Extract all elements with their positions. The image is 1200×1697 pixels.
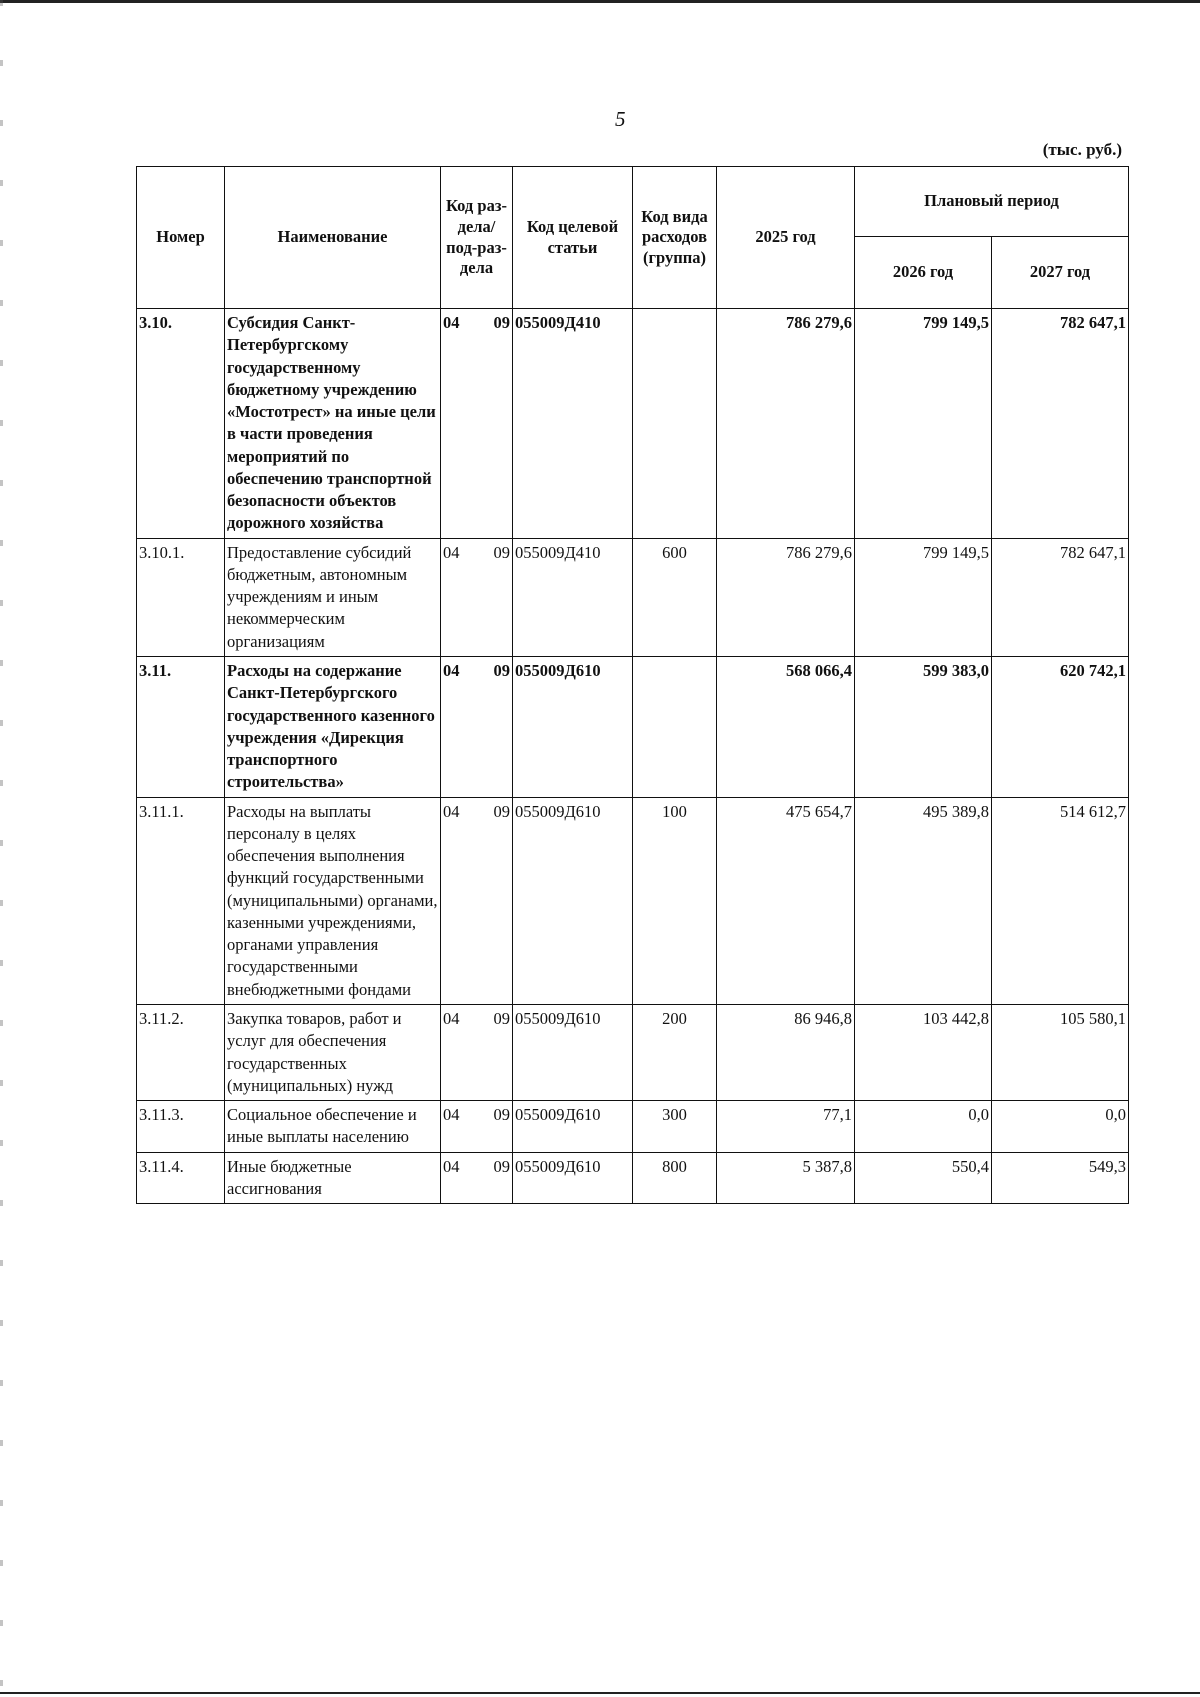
podrazdel-code: 09 <box>493 1105 510 1125</box>
row-target-code: 055009Д610 <box>513 1004 633 1100</box>
header-name: Наименование <box>225 167 441 309</box>
row-2027: 0,0 <box>992 1101 1129 1153</box>
row-expense-type: 300 <box>633 1101 717 1153</box>
row-2027: 549,3 <box>992 1152 1129 1204</box>
podrazdel-code: 09 <box>493 1008 510 1028</box>
header-2027: 2027 год <box>992 237 1129 309</box>
podrazdel-code: 09 <box>493 1156 510 1176</box>
row-2026: 799 149,5 <box>855 538 992 656</box>
row-target-code: 055009Д610 <box>513 1152 633 1204</box>
row-name: Закупка товаров, работ и услуг для обеспечения государственных (муниципальных) нужд <box>225 1004 441 1100</box>
units-label: (тыс. руб.) <box>1042 140 1122 159</box>
row-2026: 103 442,8 <box>855 1004 992 1100</box>
header-razdel: Код раз-дела/ под-раз-дела <box>441 167 513 309</box>
podrazdel-code: 09 <box>493 801 510 821</box>
table-body <box>137 309 1129 1204</box>
row-2026: 799 149,5 <box>855 309 992 539</box>
page-number: 5 <box>615 107 626 131</box>
row-razdel-code <box>441 797 513 1004</box>
header-2025: 2025 год <box>717 167 855 309</box>
row-target-code: 055009Д610 <box>513 797 633 1004</box>
razdel-code: 04 <box>443 542 460 562</box>
table-row <box>137 656 1129 797</box>
table-row <box>137 797 1129 1004</box>
row-2025: 786 279,6 <box>717 538 855 656</box>
scan-top-edge <box>0 0 1200 3</box>
row-2026: 0,0 <box>855 1101 992 1153</box>
row-2025: 5 387,8 <box>717 1152 855 1204</box>
row-2027: 620 742,1 <box>992 656 1129 797</box>
row-number: 3.11.3. <box>137 1101 225 1153</box>
row-name: Предоставление субсидий бюджетным, автономным учреждениям и иным некоммерческим организациям <box>225 538 441 656</box>
razdel-code: 04 <box>443 1105 460 1125</box>
row-2026: 550,4 <box>855 1152 992 1204</box>
row-2026: 599 383,0 <box>855 656 992 797</box>
table-row <box>137 538 1129 656</box>
razdel-code: 04 <box>443 660 460 680</box>
row-razdel-code <box>441 1004 513 1100</box>
row-2027: 782 647,1 <box>992 309 1129 539</box>
row-name: Субсидия Санкт-Петербургскому государственному бюджетному учреждению «Мостотрест» на иные цели в части проведения мероприятий по обеспечению транспортной безопасности объектов дорожного хозяйства <box>225 309 441 539</box>
header-number: Номер <box>137 167 225 309</box>
row-2025: 475 654,7 <box>717 797 855 1004</box>
razdel-code: 04 <box>443 1156 460 1176</box>
row-2027: 514 612,7 <box>992 797 1129 1004</box>
row-expense-type <box>633 656 717 797</box>
table-row <box>137 309 1129 539</box>
razdel-code: 04 <box>443 1008 460 1028</box>
row-expense-type: 200 <box>633 1004 717 1100</box>
row-name: Иные бюджетные ассигнования <box>225 1152 441 1204</box>
row-razdel-code <box>441 1101 513 1153</box>
podrazdel-code: 09 <box>493 660 510 680</box>
row-2027: 105 580,1 <box>992 1004 1129 1100</box>
row-expense-type: 100 <box>633 797 717 1004</box>
row-target-code: 055009Д410 <box>513 538 633 656</box>
table-row <box>137 1101 1129 1153</box>
row-razdel-code <box>441 656 513 797</box>
row-2025: 86 946,8 <box>717 1004 855 1100</box>
row-name: Социальное обеспечение и иные выплаты населению <box>225 1101 441 1153</box>
row-2025: 77,1 <box>717 1101 855 1153</box>
header-planned-period: Плановый период <box>855 167 1129 237</box>
row-razdel-code <box>441 538 513 656</box>
row-number: 3.11. <box>137 656 225 797</box>
header-target: Код целевой статьи <box>513 167 633 309</box>
row-2025: 568 066,4 <box>717 656 855 797</box>
row-number: 3.10. <box>137 309 225 539</box>
scan-left-edge <box>0 0 3 1697</box>
row-target-code: 055009Д610 <box>513 1101 633 1153</box>
row-2025: 786 279,6 <box>717 309 855 539</box>
podrazdel-code: 09 <box>493 542 510 562</box>
row-razdel-code <box>441 1152 513 1204</box>
razdel-code: 04 <box>443 801 460 821</box>
row-expense-type <box>633 309 717 539</box>
row-name: Расходы на содержание Санкт-Петербургского государственного казенного учреждения «Дирекция транспортного строительства» <box>225 656 441 797</box>
header-2026: 2026 год <box>855 237 992 309</box>
row-name: Расходы на выплаты персоналу в целях обеспечения выполнения функций государственными (муниципальными) органами, казенными учреждениями, органами управления государственными внебюджетными фондами <box>225 797 441 1004</box>
row-number: 3.11.2. <box>137 1004 225 1100</box>
row-2026: 495 389,8 <box>855 797 992 1004</box>
row-number: 3.10.1. <box>137 538 225 656</box>
row-expense-type: 800 <box>633 1152 717 1204</box>
scan-bottom-edge <box>0 1692 1200 1694</box>
table-row <box>137 1004 1129 1100</box>
row-number: 3.11.4. <box>137 1152 225 1204</box>
row-number: 3.11.1. <box>137 797 225 1004</box>
header-expense-type: Код вида расходов (группа) <box>633 167 717 309</box>
row-razdel-code <box>441 309 513 539</box>
podrazdel-code: 09 <box>493 313 510 332</box>
row-expense-type: 600 <box>633 538 717 656</box>
budget-table <box>136 166 1129 1204</box>
row-2027: 782 647,1 <box>992 538 1129 656</box>
row-target-code: 055009Д410 <box>513 309 633 539</box>
table-row <box>137 1152 1129 1204</box>
row-target-code: 055009Д610 <box>513 656 633 797</box>
razdel-code: 04 <box>443 313 460 332</box>
